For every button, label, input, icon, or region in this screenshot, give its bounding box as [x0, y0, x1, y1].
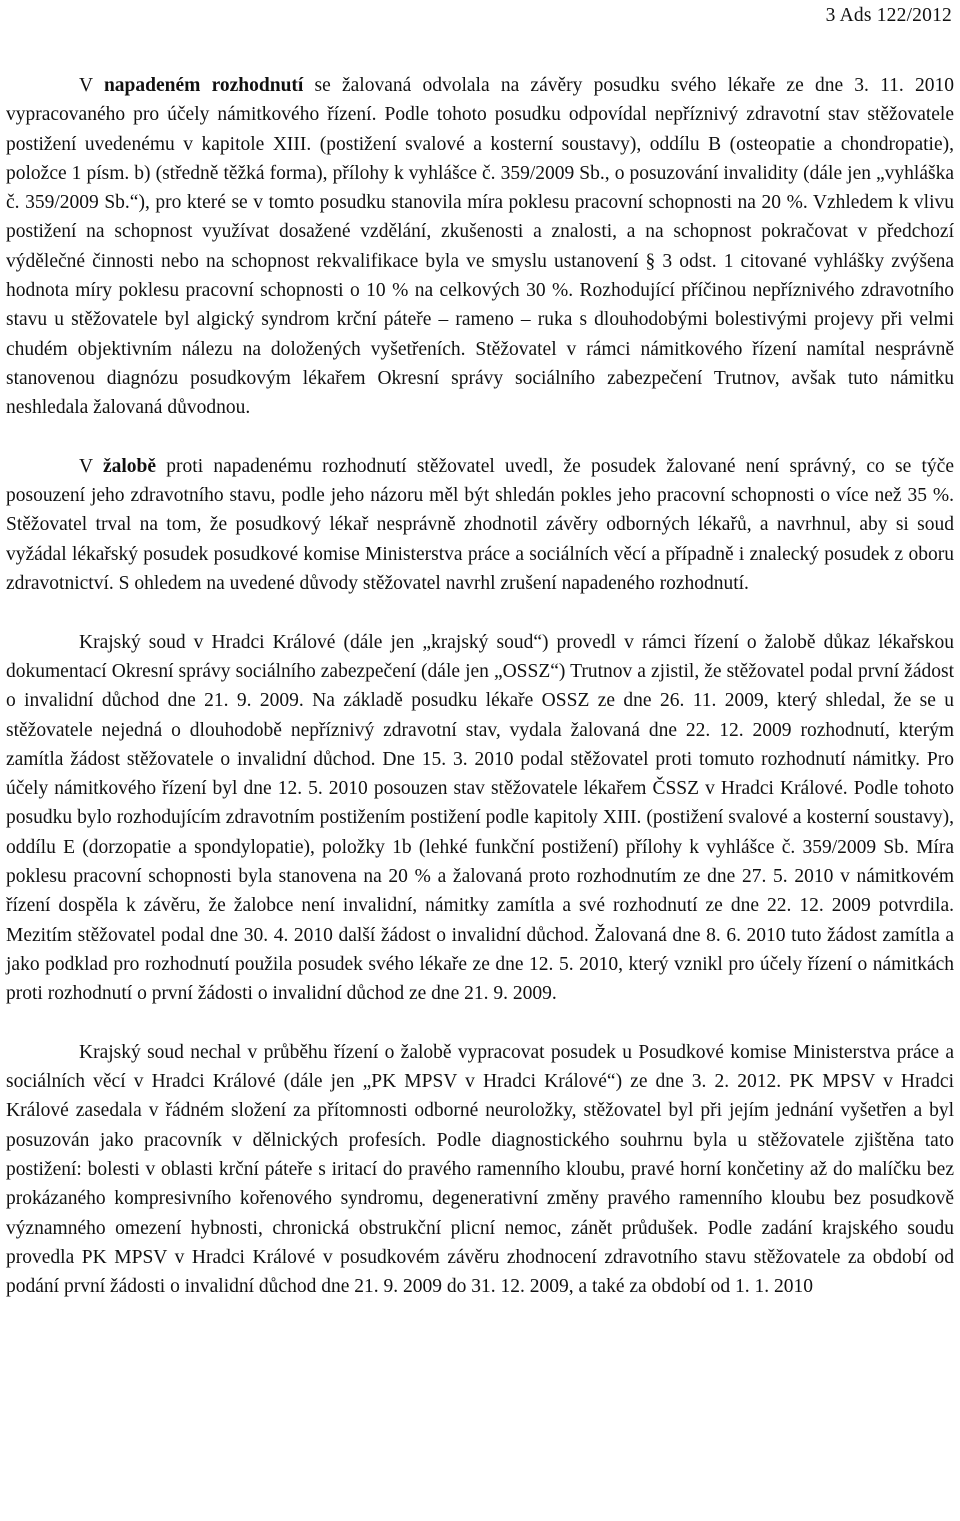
paragraph-lead: V — [79, 455, 103, 477]
paragraph-lead: V — [79, 75, 104, 96]
paragraph-krajsky-soud-posudek — [6, 1038, 954, 1302]
paragraph-emphasis: napadeném rozhodnutí — [103, 75, 304, 96]
case-number: 3 Ads 122/2012 — [825, 5, 952, 26]
paragraph-napadene-rozhodnuti — [6, 71, 954, 423]
document-page — [6, 0, 954, 1521]
paragraph-text: se žalovaná odvolala na závěry posudku svého lékaře ze dne 3. 11. 2010 vypracovaného pro účely námitkového řízení. Podle tohoto posudku odpovídal nepříznivý zdravotní stav stěžovatele postižení uvedenému v kapitole XIII. (postižení svalové a kosterní soustavy), oddílu B (osteopatie a chondropatie), položce 1 písm. b) (středně těžká forma), přílohy k vyhlášce č. 359/2009 Sb., o posuzování invalidity (dále jen „vyhláška č. 359/2009 Sb.“), pro které se v tomto posudku stanovila míra poklesu pracovní schopnosti na 20 %. Vzhledem k vlivu postižení na schopnost využívat dosažené vzdělání, zkušenosti a znalosti, a na schopnost pokračovat v předchozí výdělečné činnosti nebo na schopnost rekvalifikace byla ve smyslu ustanovení § 3 odst. 1 citované vyhlášky zvýšena hodnota míry poklesu pracovní schopnosti o 10 % na celkových 30 %. Rozhodující příčinou nepříznivého zdravotního stavu u stěžovatele byl algický syndrom krční páteře – rameno – ruka s dlouhodobými bolestivými projevy při velmi chudém objektivním nálezu na doložených vyšetřeních. Stěžovatel v rámci námitkového řízení namítal nesprávně stanovenou diagnózu posudkovým lékařem Okresní správy sociálního zabezpečení Trutnov, avšak tuto námitku neshledala žalovaná důvodnou. — [6, 75, 954, 419]
paragraph-zaloba — [6, 452, 954, 598]
paragraph-text: Krajský soud nechal v průběhu řízení o žalobě vypracovat posudek u Posudkové komise Ministerstva práce a sociálních věcí v Hradci Králové (dále jen „PK MPSV v Hradci Králové“) ze dne 3. 2. 2012. PK MPSV v Hradci Králové zasedala v řádném složení za přítomnosti odborné neuroložky, stěžovatel byl při jejím jednání vyšetřen a byl posuzován jako pracovník v dělnických profesích. Podle diagnostického souhrnu byla u stěžovatele zjištěna tato postižení: bolesti v oblasti krční páteře s iritací do pravého ramenního kloubu, pravé horní končetiny až do malíčku bez prokázaného kompresivního kořenového syndromu, degenerativní změny pravého ramenního kloubu bez posudkově významného omezení hybnosti, chronická obstrukční plicní nemoc, zánět průdušek. Podle zadání krajského soudu provedla PK MPSV v Hradci Králové v posudkovém závěru zhodnocení zdravotního stavu stěžovatele za období od podání první žádosti o invalidní důchod dne 21. 9. 2009 do 31. 12. 2009, a také za období od 1. 1. 2010 — [6, 1041, 954, 1298]
paragraph-text: Krajský soud v Hradci Králové (dále jen „krajský soud“) provedl v rámci řízení o žalobě důkaz lékařskou dokumentací Okresní správy sociálního zabezpečení (dále jen „OSSZ“) Trutnov a zjistil, že stěžovatel podal první žádost o invalidní důchod dne 21. 9. 2009. Na základě posudku lékaře OSSZ ze dne 26. 11. 2009, který shledal, že se u stěžovatele nejedná o dlouhodobě nepříznivý zdravotní stav, vydala žalovaná dne 22. 12. 2009 rozhodnutí, kterým zamítla žádost stěžovatele o invalidní důchod. Dne 15. 3. 2010 podal stěžovatel proti tomuto rozhodnutí námitky. Pro účely námitkového řízení byl dne 12. 5. 2010 posouzen stav stěžovatele lékařem ČSSZ v Hradci Králové. Podle tohoto posudku bylo rozhodujícím zdravotním postižením postižení podle kapitoly XIII. (postižení svalové a kosterní soustavy), oddílu E (dorzopatie a spondylopatie), položky 1b (lehké funkční postižení) přílohy k vyhlášce č. 359/2009 Sb. Míra poklesu pracovní schopnosti byla stanovena na 20 % a žalovaná proto rozhodnutím ze dne 27. 5. 2010 v námitkovém řízení dospěla k závěru, že žalobce není invalidní, námitky zamítla a své rozhodnutí ze dne 22. 12. 2009 potvrdila. Mezitím stěžovatel podal dne 30. 4. 2010 další žádost o invalidní důchod. Žalovaná dne 8. 6. 2010 tuto žádost zamítla a jako podklad pro rozhodnutí použila posudek svého lékaře ze dne 12. 5. 2010, který vznikl pro účely řízení o námitkách proti rozhodnutí o první žádosti o invalidní důchod ze dne 21. 9. 2009. — [6, 631, 954, 1005]
paragraph-krajsky-soud-dukaz — [6, 628, 954, 1009]
paragraph-emphasis: žalobě — [102, 455, 157, 477]
paragraph-text: proti napadenému rozhodnutí stěžovatel uvedl, že posudek žalované není správný, co se týče posouzení jeho zdravotního stavu, podle jeho názoru měl být shledán pokles jeho pracovní schopnosti o více než 35 %. Stěžovatel trval na tom, že posudkový lékař nesprávně zhodnotil závěry odborných lékařů, a navrhnul, aby si soud vyžádal lékařský posudek posudkové komise Ministerstva práce a sociálních věcí a případně i znalecký posudek z oboru zdravotnictví. S ohledem na uvedené důvody stěžovatel navrhl zrušení napadeného rozhodnutí. — [6, 455, 954, 595]
document-body — [6, 71, 954, 1301]
